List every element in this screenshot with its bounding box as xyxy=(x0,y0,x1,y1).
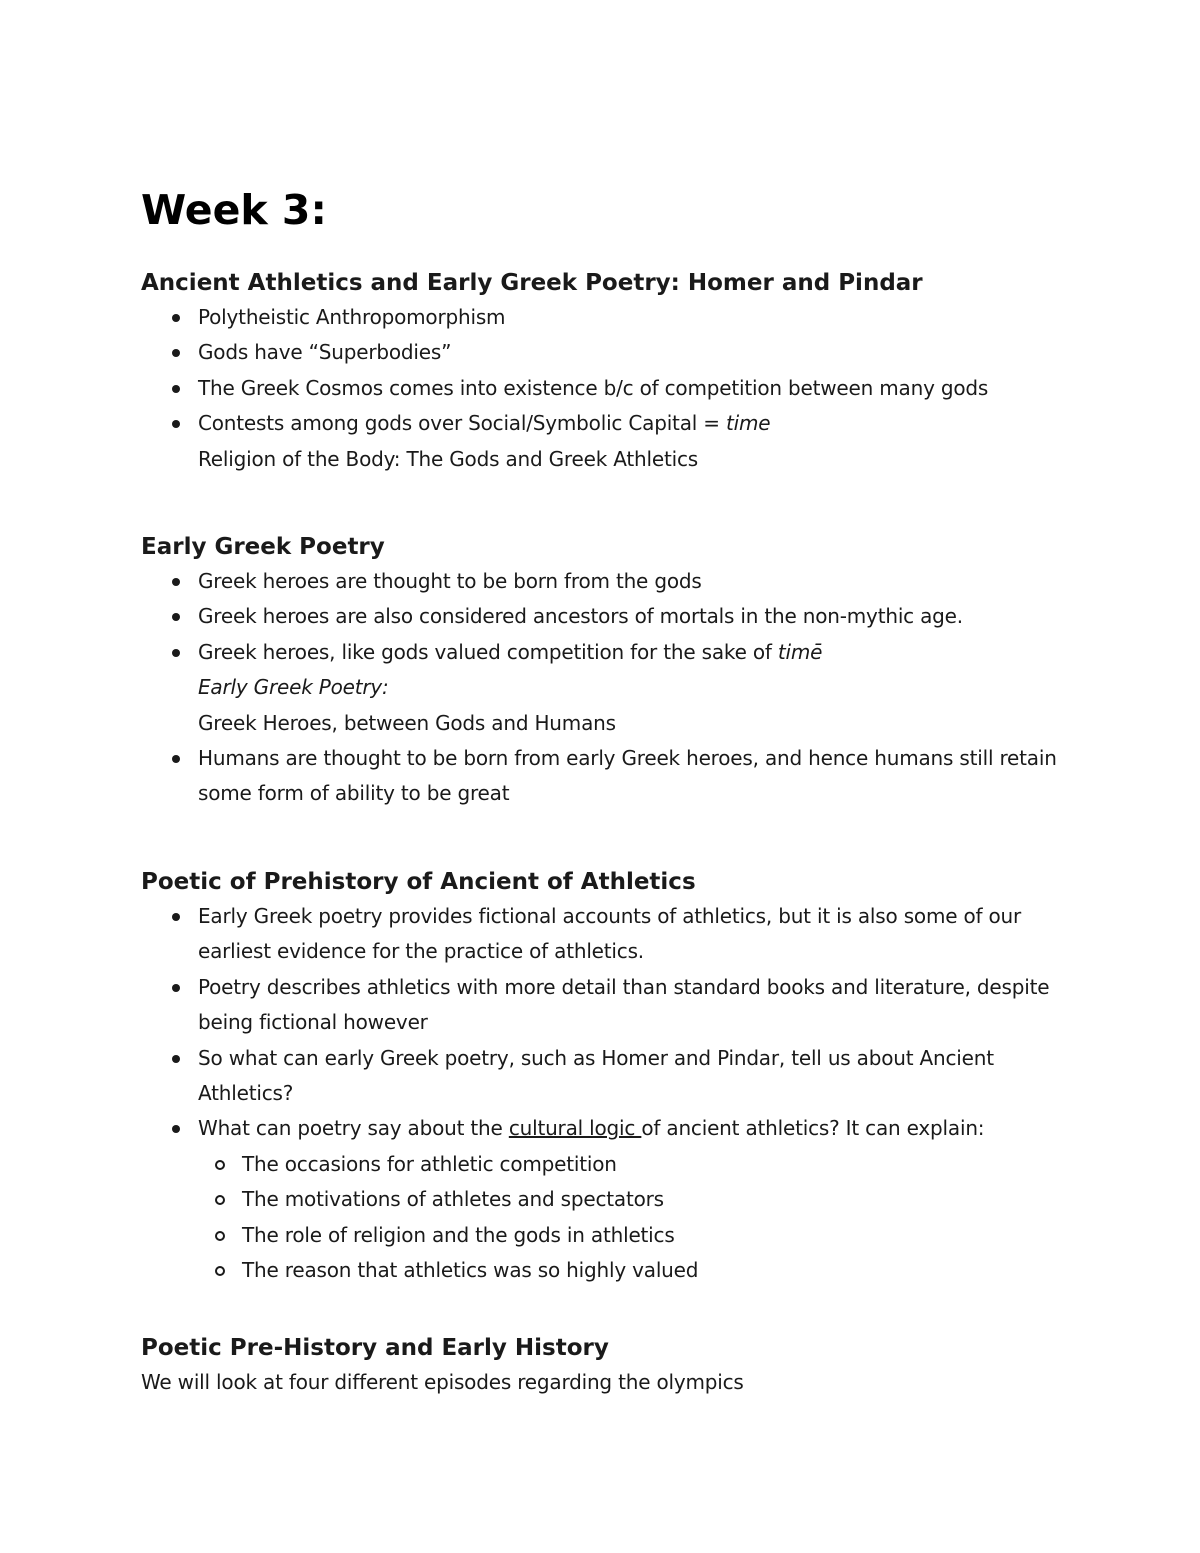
list-item: Gods have “Superbodies” xyxy=(141,335,1061,370)
list-item: The Greek Cosmos comes into existence b/c of competition between many gods xyxy=(141,371,1061,406)
section-heading-poetic-prehistory: Poetic of Prehistory of Ancient of Athletics xyxy=(141,868,696,895)
list-item: Greek heroes are thought to be born from the gods xyxy=(141,564,1061,599)
list-item: Greek heroes are also considered ancestors of mortals in the non-mythic age. xyxy=(141,599,1061,634)
continuation-line: Greek Heroes, between Gods and Humans xyxy=(198,710,616,735)
section-heading-poetic-pre-history: Poetic Pre-History and Early History xyxy=(141,1335,609,1362)
continuation-line: Early Greek Poetry: xyxy=(198,675,389,700)
section-heading-ancient-athletics: Ancient Athletics and Early Greek Poetry: Homer and Pindar xyxy=(141,270,923,296)
section-heading-early-greek-poetry: Early Greek Poetry xyxy=(141,534,385,561)
list-item: Poetry describes athletics with more detail than standard books and literature, despite being fictional however xyxy=(141,970,1061,1041)
continuation-line: Religion of the Body: The Gods and Greek Athletics xyxy=(198,446,698,471)
bullet-list xyxy=(141,741,1061,812)
bullet-list xyxy=(141,300,1061,442)
list-item: So what can early Greek poetry, such as Homer and Pindar, tell us about Ancient Athletics? xyxy=(141,1041,1061,1112)
list-item-text: Contests among gods over Social/Symbolic Capital = xyxy=(198,411,726,436)
list-item: Humans are thought to be born from early Greek heroes, and hence humans still retain some form of ability to be great xyxy=(141,741,1061,812)
paragraph: We will look at four different episodes regarding the olympics xyxy=(141,1370,744,1395)
list-item: Polytheistic Anthropomorphism xyxy=(141,300,1061,335)
underlined-term: cultural logic xyxy=(508,1116,642,1141)
list-item-text: What can poetry say about the xyxy=(198,1116,509,1141)
bullet-list xyxy=(141,899,1061,1288)
sub-list-item: The role of religion and the gods in athletics xyxy=(198,1218,1061,1253)
sub-list-item: The occasions for athletic competition xyxy=(198,1147,1061,1182)
list-item: Early Greek poetry provides fictional accounts of athletics, but it is also some of our earliest evidence for the practice of athletics. xyxy=(141,899,1061,970)
list-item xyxy=(141,635,1061,670)
sub-bullet-list xyxy=(198,1147,1061,1289)
list-item xyxy=(141,406,1061,441)
sub-list-item: The reason that athletics was so highly valued xyxy=(198,1253,1061,1288)
document-page xyxy=(141,186,1061,1401)
bullet-list xyxy=(141,564,1061,670)
sub-list-item: The motivations of athletes and spectators xyxy=(198,1182,1061,1217)
page-title: Week 3: xyxy=(141,186,327,234)
list-item xyxy=(141,1111,1061,1288)
list-item-text: of ancient athletics? It can explain: xyxy=(641,1116,985,1141)
list-item-text: Greek heroes, like gods valued competition for the sake of xyxy=(198,639,778,664)
italic-term: timē xyxy=(777,639,823,664)
italic-term: time xyxy=(725,411,771,436)
